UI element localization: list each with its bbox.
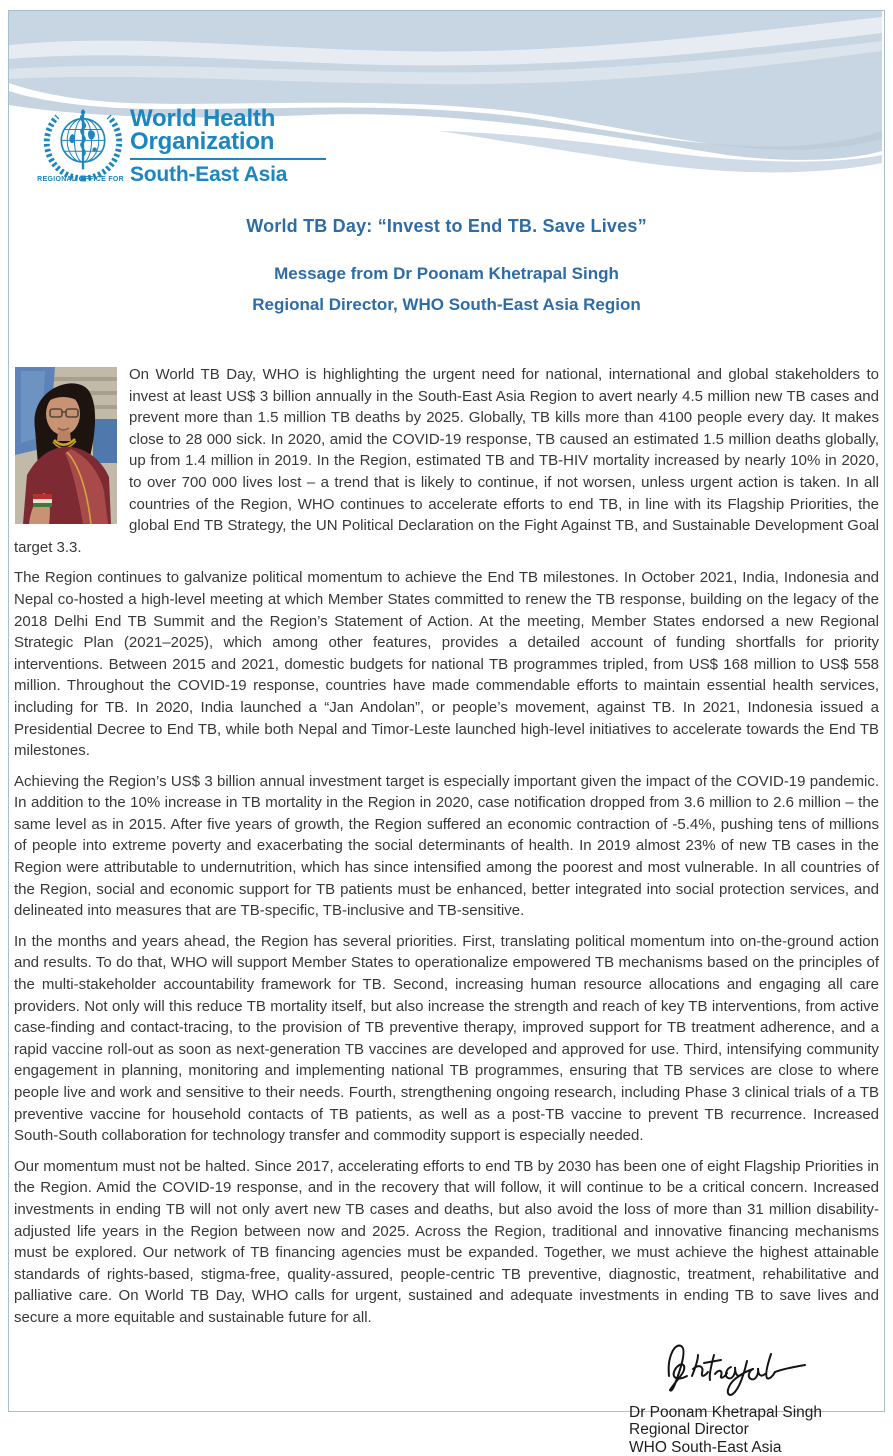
signatory-name: Dr Poonam Khetrapal Singh — [629, 1403, 823, 1421]
body-paragraph-3: Achieving the Region’s US$ 3 billion annual investment target is especially important given the impact of the COVID-19 pandemic. In addition to the 10% increase in TB mortality in the Region in 2020, case notification dropped from 3.6 million to 2.6 million – the same level as in 2015. After five years of growth, the Region suffered an economic contraction of -5.4%, pushing tens of millions of people into extreme poverty and exacerbating the social determinants of health. In 2019 almost 23% of new TB cases in the Region were attributable to undernutrition, which has since intensified among the poorest and most vulnerable. In all countries of the Region, social and economic support for TB patients must be enhanced, better integrated into social protection services, and delineated into measures that are TB-specific, TB-inclusive and TB-sensitive. — [14, 772, 879, 920]
logo-org-line1: World Health — [130, 105, 276, 132]
who-emblem-icon — [45, 103, 121, 185]
page-title: World TB Day: “Invest to End TB. Save Lives” — [246, 216, 647, 236]
body-paragraph-2: The Region continues to galvanize political momentum to achieve the End TB milestones. In October 2021, India, Indonesia and Nepal co-hosted a high-level meeting at which Member States committed to renew the TB response, building on the legacy of the 2018 Delhi End TB Summit and the Region’s Statement of Action. At the meeting, Member States endorsed a new Regional Strategic Plan (2021–2025), which among other features, provides a detailed account of funding shortfalls for priority interventions. Between 2015 and 2021, domestic budgets for national TB programmes tripled, from US$ 168 million to US$ 558 million. Throughout the COVID-19 response, countries have made commendable efforts to maintain essential health services, including for TB. In 2020, India launched a “Jan Andolan”, or people’s movement, against TB. In 2021, Indonesia issued a Presidential Decree to End TB, while both Nepal and Timor-Leste launched high-level initiatives to accelerate towards the End TB milestones. — [14, 569, 879, 760]
logo-office-prefix: REGIONAL OFFICE FOR — [37, 176, 124, 183]
body-paragraph-5: Our momentum must not be halted. Since 2017, accelerating efforts to end TB by 2030 has been one of eight Flagship Priorities in the Region. Amid the COVID-19 response, and in the recovery that will follow, it will continue to be a critical concern. Increased investments in ending TB will not only avert new TB cases and deaths, but also avoid the loss of more than 31 million disability-adjusted life years in the Region between now and 2025. Across the Region, traditional and innovative financing mechanisms must be explored. Our network of TB financing agencies must be expanded. Together, we must achieve the highest attainable standards of rights-based, stigma-free, quality-assured, people-centric TB preventive, diagnostic, treatment, rehabilitative and palliative care. On World TB Day, WHO calls for urgent, sustained and adequate investments in ending TB to save lives and secure a more equitable and sustainable future for all. — [14, 1157, 879, 1326]
subtitle-line1: Message from Dr Poonam Khetrapal Singh — [274, 264, 619, 283]
signatory-title: Regional Director — [629, 1421, 749, 1439]
document-page — [8, 10, 885, 1456]
portrait-photo — [15, 367, 117, 524]
signature-image — [659, 1338, 811, 1396]
page-subtitle — [14, 258, 879, 320]
signatory-org: WHO South-East Asia — [629, 1438, 782, 1456]
logo-org-line2: Organization — [130, 128, 275, 155]
document-body — [14, 364, 879, 1329]
logo-region-name: South-East Asia — [130, 163, 288, 186]
subtitle-line2: Regional Director, WHO South-East Asia Region — [252, 295, 641, 314]
who-logo — [37, 103, 326, 187]
logo-divider — [130, 158, 326, 160]
signature-block — [629, 1338, 843, 1456]
body-paragraph-1: On World TB Day, WHO is highlighting the urgent need for national, international and global stakeholders to invest at least US$ 3 billion annually in the South-East Asia Region to avert nearly 4.5 million new TB cases and prevent more than 1.5 million TB deaths by 2025. Globally, TB kills more than 4100 people every day. It makes close to 28 000 sick. In 2020, amid the COVID-19 response, TB caused an estimated 1.5 million deaths globally, up from 1.4 million in 2019. In the Region, estimated TB and TB-HIV mortality increased by nearly 10% in 2020, to over 700 000 lives lost – a trend that is likely to continue, if not worsen, unless urgent action is taken. In all countries of the Region, WHO continues to accelerate efforts to end TB, in line with its Flagship Priorities, the global End TB Strategy, the UN Political Declaration on the Fight Against TB, and Sustainable Development Goal target 3.3. — [14, 366, 879, 556]
body-paragraph-4: In the months and years ahead, the Region has several priorities. First, translating political momentum into on-the-ground action and results. To do that, WHO will support Member States to operationalize empowered TB mechanisms based on the principles of the multi-stakeholder accountability framework for TB. Second, increasing human resource allocations and engaging all care providers. Not only will this reduce TB mortality itself, but also increase the strength and reach of key TB interventions, from active case-finding and contact-tracing, to the provision of TB preventive therapy, improved support for TB treatment adherence, and a rapid vaccine roll-out as soon as next-generation TB vaccines are developed and approved for use. Third, intensifying community engagement in planning, monitoring and implementing national TB programmes, ensuring that TB services are close to where people live and work and sensitive to their needs. Fourth, strengthening ongoing research, including Phase 3 clinical trials of a TB preventive vaccine for household contacts of TB patients, as well as a post-TB vaccine to prevent TB recurrence. Increased South-South collaboration for technology transfer and commodity support is especially needed. — [14, 932, 879, 1145]
